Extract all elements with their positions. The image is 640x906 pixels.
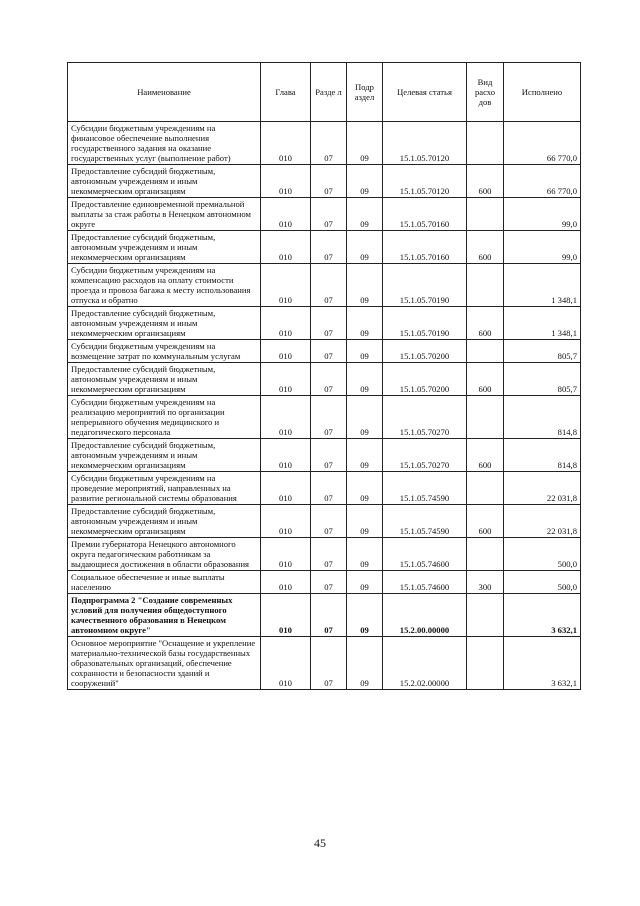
cell-glava: 010 bbox=[261, 264, 311, 307]
cell-razdel: 07 bbox=[311, 307, 347, 340]
cell-name: Предоставление субсидий бюджетным, автономным учреждениям и иным некоммерческим организациям bbox=[68, 165, 261, 198]
cell-podrazdel: 09 bbox=[347, 571, 383, 594]
cell-celevaya: 15.1.05.74600 bbox=[383, 571, 467, 594]
cell-celevaya: 15.2.02.00000 bbox=[383, 637, 467, 690]
cell-name: Подпрограмма 2 "Создание современных условий для получения общедоступного качественного образования в Ненецком автономном округе" bbox=[68, 594, 261, 637]
cell-value: 805,7 bbox=[504, 340, 581, 363]
cell-name: Субсидии бюджетным учреждениям на финансовое обеспечение выполнения государственного задания на оказание государственных услуг (выполнение работ) bbox=[68, 122, 261, 165]
cell-value: 1 348,1 bbox=[504, 264, 581, 307]
page-number: 45 bbox=[314, 836, 326, 850]
cell-name: Предоставление субсидий бюджетным, автономным учреждениям и иным некоммерческим организациям bbox=[68, 363, 261, 396]
cell-glava: 010 bbox=[261, 472, 311, 505]
cell-vid bbox=[467, 396, 504, 439]
cell-value: 22 031,8 bbox=[504, 472, 581, 505]
cell-vid bbox=[467, 637, 504, 690]
cell-glava: 010 bbox=[261, 231, 311, 264]
table-row bbox=[68, 231, 581, 264]
cell-vid bbox=[467, 264, 504, 307]
cell-vid: 600 bbox=[467, 165, 504, 198]
cell-name: Предоставление единовременной премиальной выплаты за стаж работы в Ненецком автономном округе bbox=[68, 198, 261, 231]
cell-podrazdel: 09 bbox=[347, 538, 383, 571]
cell-razdel: 07 bbox=[311, 264, 347, 307]
cell-podrazdel: 09 bbox=[347, 439, 383, 472]
cell-glava: 010 bbox=[261, 538, 311, 571]
cell-podrazdel: 09 bbox=[347, 505, 383, 538]
budget-table bbox=[67, 62, 581, 690]
cell-value: 805,7 bbox=[504, 363, 581, 396]
cell-name: Премии губернатора Ненецкого автономного округа педагогическим работникам за выдающиеся достижения в области образования bbox=[68, 538, 261, 571]
cell-name: Предоставление субсидий бюджетным, автономным учреждениям и иным некоммерческим организациям bbox=[68, 307, 261, 340]
cell-vid: 600 bbox=[467, 505, 504, 538]
cell-celevaya: 15.1.05.70200 bbox=[383, 340, 467, 363]
cell-glava: 010 bbox=[261, 396, 311, 439]
cell-value: 500,0 bbox=[504, 538, 581, 571]
header-vid: Вид расхо дов bbox=[467, 63, 504, 122]
cell-podrazdel: 09 bbox=[347, 231, 383, 264]
cell-razdel: 07 bbox=[311, 340, 347, 363]
cell-razdel: 07 bbox=[311, 538, 347, 571]
table-row bbox=[68, 439, 581, 472]
cell-glava: 010 bbox=[261, 637, 311, 690]
cell-vid bbox=[467, 472, 504, 505]
cell-razdel: 07 bbox=[311, 231, 347, 264]
table-row bbox=[68, 538, 581, 571]
table-row bbox=[68, 165, 581, 198]
cell-razdel: 07 bbox=[311, 472, 347, 505]
cell-name: Субсидии бюджетным учреждениям на проведение мероприятий, направленных на развитие региональной системы образования bbox=[68, 472, 261, 505]
cell-value: 814,8 bbox=[504, 439, 581, 472]
cell-name: Субсидии бюджетным учреждениям на компенсацию расходов на оплату стоимости проезда и провоза багажа к месту использования отпуска и обратно bbox=[68, 264, 261, 307]
header-name: Наименование bbox=[68, 63, 261, 122]
cell-podrazdel: 09 bbox=[347, 396, 383, 439]
cell-value: 99,0 bbox=[504, 198, 581, 231]
cell-name: Субсидии бюджетным учреждениям на реализацию мероприятий по организации непрерывного обучения медицинского и педагогического персонала bbox=[68, 396, 261, 439]
cell-vid: 600 bbox=[467, 439, 504, 472]
cell-value: 1 348,1 bbox=[504, 307, 581, 340]
cell-vid bbox=[467, 594, 504, 637]
cell-name: Субсидии бюджетным учреждениям на возмещение затрат по коммунальным услугам bbox=[68, 340, 261, 363]
cell-value: 99,0 bbox=[504, 231, 581, 264]
cell-value: 3 632,1 bbox=[504, 637, 581, 690]
cell-razdel: 07 bbox=[311, 396, 347, 439]
cell-vid bbox=[467, 198, 504, 231]
cell-glava: 010 bbox=[261, 122, 311, 165]
cell-celevaya: 15.1.05.70190 bbox=[383, 307, 467, 340]
cell-name: Предоставление субсидий бюджетным, автономным учреждениям и иным некоммерческим организациям bbox=[68, 505, 261, 538]
cell-glava: 010 bbox=[261, 165, 311, 198]
table-row bbox=[68, 122, 581, 165]
table-header-row bbox=[68, 63, 581, 122]
cell-value: 500,0 bbox=[504, 571, 581, 594]
table-row bbox=[68, 198, 581, 231]
header-podrazdel: Подр аздел bbox=[347, 63, 383, 122]
cell-glava: 010 bbox=[261, 594, 311, 637]
cell-celevaya: 15.1.05.74590 bbox=[383, 472, 467, 505]
cell-razdel: 07 bbox=[311, 439, 347, 472]
cell-name: Социальное обеспечение и иные выплаты населению bbox=[68, 571, 261, 594]
cell-razdel: 07 bbox=[311, 122, 347, 165]
cell-celevaya: 15.1.05.70190 bbox=[383, 264, 467, 307]
cell-vid: 600 bbox=[467, 363, 504, 396]
cell-razdel: 07 bbox=[311, 198, 347, 231]
cell-celevaya: 15.1.05.74600 bbox=[383, 538, 467, 571]
table-row bbox=[68, 472, 581, 505]
table-row bbox=[68, 571, 581, 594]
cell-celevaya: 15.1.05.74590 bbox=[383, 505, 467, 538]
cell-celevaya: 15.1.05.70200 bbox=[383, 363, 467, 396]
cell-name: Основное мероприятие "Оснащение и укрепление материально-технической базы государственных образовательных организаций, обеспечение сохранности и безопасности зданий и сооружений" bbox=[68, 637, 261, 690]
cell-glava: 010 bbox=[261, 198, 311, 231]
cell-razdel: 07 bbox=[311, 594, 347, 637]
header-glava: Глава bbox=[261, 63, 311, 122]
cell-razdel: 07 bbox=[311, 637, 347, 690]
cell-podrazdel: 09 bbox=[347, 198, 383, 231]
cell-celevaya: 15.2.00.00000 bbox=[383, 594, 467, 637]
cell-value: 3 632,1 bbox=[504, 594, 581, 637]
header-ispolneno: Исполнено bbox=[504, 63, 581, 122]
cell-name: Предоставление субсидий бюджетным, автономным учреждениям и иным некоммерческим организациям bbox=[68, 231, 261, 264]
cell-vid: 600 bbox=[467, 231, 504, 264]
table-row bbox=[68, 363, 581, 396]
table-row bbox=[68, 396, 581, 439]
cell-glava: 010 bbox=[261, 340, 311, 363]
cell-celevaya: 15.1.05.70270 bbox=[383, 396, 467, 439]
cell-razdel: 07 bbox=[311, 165, 347, 198]
cell-podrazdel: 09 bbox=[347, 264, 383, 307]
cell-podrazdel: 09 bbox=[347, 165, 383, 198]
table-row bbox=[68, 594, 581, 637]
table-row bbox=[68, 637, 581, 690]
cell-razdel: 07 bbox=[311, 505, 347, 538]
table-row bbox=[68, 505, 581, 538]
cell-value: 22 031,8 bbox=[504, 505, 581, 538]
cell-value: 66 770,0 bbox=[504, 122, 581, 165]
cell-glava: 010 bbox=[261, 307, 311, 340]
cell-podrazdel: 09 bbox=[347, 472, 383, 505]
cell-vid bbox=[467, 122, 504, 165]
table-row bbox=[68, 264, 581, 307]
cell-vid: 600 bbox=[467, 307, 504, 340]
cell-podrazdel: 09 bbox=[347, 122, 383, 165]
cell-razdel: 07 bbox=[311, 363, 347, 396]
cell-podrazdel: 09 bbox=[347, 363, 383, 396]
table-row bbox=[68, 307, 581, 340]
cell-value: 66 770,0 bbox=[504, 165, 581, 198]
cell-razdel: 07 bbox=[311, 571, 347, 594]
cell-celevaya: 15.1.05.70120 bbox=[383, 165, 467, 198]
cell-celevaya: 15.1.05.70270 bbox=[383, 439, 467, 472]
cell-value: 814,8 bbox=[504, 396, 581, 439]
header-celevaya: Целевая статья bbox=[383, 63, 467, 122]
cell-glava: 010 bbox=[261, 363, 311, 396]
cell-glava: 010 bbox=[261, 571, 311, 594]
cell-celevaya: 15.1.05.70160 bbox=[383, 231, 467, 264]
cell-glava: 010 bbox=[261, 505, 311, 538]
cell-podrazdel: 09 bbox=[347, 307, 383, 340]
cell-podrazdel: 09 bbox=[347, 594, 383, 637]
cell-name: Предоставление субсидий бюджетным, автономным учреждениям и иным некоммерческим организациям bbox=[68, 439, 261, 472]
cell-podrazdel: 09 bbox=[347, 340, 383, 363]
cell-vid bbox=[467, 340, 504, 363]
cell-glava: 010 bbox=[261, 439, 311, 472]
cell-podrazdel: 09 bbox=[347, 637, 383, 690]
cell-vid bbox=[467, 538, 504, 571]
table-row bbox=[68, 340, 581, 363]
cell-celevaya: 15.1.05.70120 bbox=[383, 122, 467, 165]
cell-vid: 300 bbox=[467, 571, 504, 594]
header-razdel: Разде л bbox=[311, 63, 347, 122]
cell-celevaya: 15.1.05.70160 bbox=[383, 198, 467, 231]
